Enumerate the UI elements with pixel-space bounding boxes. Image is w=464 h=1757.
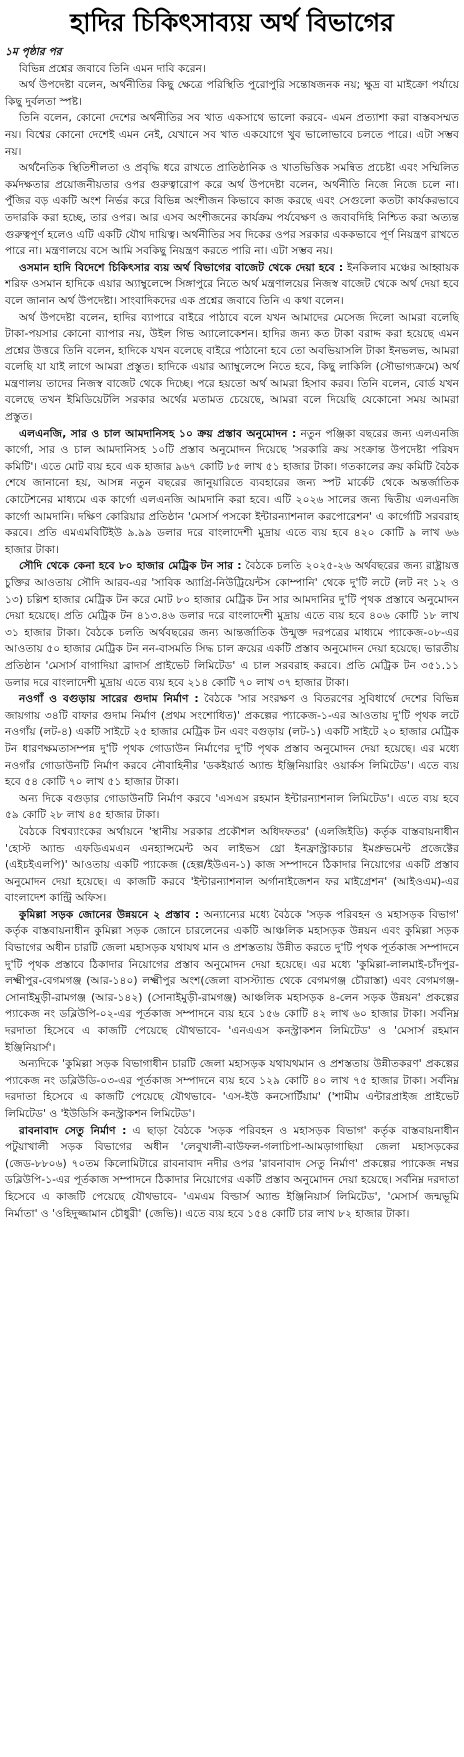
subheading: নওগাঁ ও বগুড়ায় সারের গুদাম নির্মাণ : <box>19 692 199 706</box>
paragraph <box>5 260 459 310</box>
paragraph <box>5 1123 459 1223</box>
paragraph-text: নতুন পঞ্জিকা বছরের জন্য এলএনজি কার্গো, সার ও চাল আমদানিসহ ১০টি প্রস্তাব অনুমোদন দিয়েছে 'সরকারি ক্রয় সংক্রান্ত উপদেষ্টা পরিষদ কমিটি'। এতে মোট ব্যয় হবে এক হাজার ৯৬৭ কোটি ৮৫ লাখ ৫১ হাজার টাকা। গতকালের ক্রয় কমিটি বৈঠক শেষে জানানো হয়, আসন্ন নতুন বছরের জানুয়ারিতে ব্যবহারের জন্য স্পট মার্কেট থেকে অন্তর্জাতিক কোটেশনের মাধ্যমে এক কার্গো এলএনজি আমদানি করা হবে। এটি ২০২৬ সালের জন্য দ্বিতীয় এলএনজি কার্গো আমদানি। দক্ষিণ কোরিয়ার প্রতিষ্ঠান 'মেসার্স পসকো ইন্টারন্যাশনাল করপোরেশন' এ কার্গোটি সরবরাহ করবে। প্রতি এমএমবিটিইউ ৯.৯৯ ডলার দরে বাংলাদেশী মুদ্রায় এতে ব্যয় হবে ৪২০ কোটি ৯ লাখ ৬৬ হাজার টাকা। <box>5 426 459 556</box>
paragraph-text: বৈঠকে 'সার সংরক্ষণ ও বিতরণের সুবিধার্থে দেশের বিভিন্ন জায়গায় ৩৪টি বাফার গুদাম নির্মাণ (প্রথম সংশোধিত)' প্রকল্পের প্যাকেজ-১-এর আওতায় দু'টি পৃথক লটে নওগাঁয় (লট-৪) একটি সাইটে ২৫ হাজার মেট্রিক টন এবং বগুড়ায় (লট-১) একটি সাইটে ২০ হাজার মেট্রিক টন ধারণক্ষমতাসম্পন্ন দু'টি পৃথক গোডাউন নির্মাণের দু'টি পৃথক প্রস্তাব অনুমোদন দেয়া হয়েছে। এর মধ্যে নওগাঁর গোডাউনটি নির্মাণ করবে নৌবাহিনীর 'ডকইয়ার্ড অ্যান্ড ইঞ্জিনিয়ারিং ওয়ার্কস লিমিটেড'। এতে ব্যয় হবে ৫৪ কোটি ৭০ লাখ ৫১ হাজার টাকা। <box>5 692 459 789</box>
subheading: সৌদি থেকে কেনা হবে ৮০ হাজার মেট্রিক টন সার : <box>19 559 242 573</box>
paragraph <box>5 310 459 426</box>
paragraph-text: বিভিন্ন প্রশ্নের জবাবে তিনি এমন দাবি করেন। <box>19 61 206 75</box>
paragraph-list <box>5 61 459 1223</box>
paragraph <box>5 791 459 824</box>
paragraph-text: এ ছাড়া বৈঠকে 'সড়ক পরিবহন ও মহাসড়ক বিভাগ' কর্তৃক বাস্তবায়নাধীন পটুয়াখালী সড়ক বিভাগের অধীন 'লেবুখালী-বাউফল-গলাচিপা-আমড়াগাছিয়া জেলা মহাসড়কের (জেড-৮৮০৬) ৭০তম কিলোমিটারে রাবনাবাদ নদীর ওপর 'রাবনাবাদ সেতু নির্মাণ' প্রকল্পের প্যাকেজ নম্বর ডব্লিউপি-১-এর পূর্তকাজ সম্পাদনে ঠিকাদার নিয়োগের একটি প্রস্তাব অনুমোদন দেয়া হয়েছে। সর্বনিম্ন দরদাতা হিসেবে এ কাজটি পেয়েছে যৌথভাবে- 'এমএম বিল্ডার্স অ্যান্ড ইঞ্জিনিয়ার্স লিমিটেড', 'মেসার্স জন্মভূমি নির্মাতা' ও 'ওহিদুজ্জামান চৌধুরী' (জেভি)। এতে ব্যয় হবে ১৫৪ কোটি চার লাখ ৮২ হাজার টাকা। <box>5 1123 459 1220</box>
paragraph-text: অর্থ উপদেষ্টা বলেন, অর্থনীতির কিছু ক্ষেত্রে পরিস্থিতি পুরোপুরি সন্তোষজনক নয়; ক্ষুদ্র বা মাইক্রো পর্যায়ে কিছু দুর্বলতা স্পষ্ট। <box>5 78 459 108</box>
paragraph-text: ইনকিলাব মঞ্চের আহ্বায়ক শরিফ ওসমান হাদিকে এয়ার অ্যাম্বুলেন্সে সিঙ্গাপুরে নিতে অর্থ মন্ত্রণালয়ের নিজস্ব বাজেট থেকে অর্থ দেয়া হবে বলে জানান অর্থ উপদেষ্টা। সাংবাদিকদের এক প্রশ্নের জবাবে তিনি এ কথা বলেন। <box>5 260 459 307</box>
paragraph <box>5 1056 459 1122</box>
paragraph <box>5 61 459 78</box>
continued-from-line <box>5 44 459 61</box>
paragraph <box>5 426 459 559</box>
subheading: রাবনাবাদ সেতু নির্মাণ : <box>19 1123 127 1137</box>
headline: হাদির চিকিৎসাব্যয় অর্থ বিভাগের <box>70 8 394 37</box>
paragraph-text: অর্থনৈতিক স্থিতিশীলতা ও প্রবৃদ্ধি ধরে রাখতে প্রাতিষ্ঠানিক ও খাতভিত্তিক সমন্বিত প্রচেষ্টা এবং সম্মিলিত কর্মদক্ষতার প্রয়োজনীয়তার ওপর গুরুত্বারোপ করে অর্থ উপদেষ্টা বলেন, অর্থনীতি নিজে নিজে চলে না। পুঁজির বড় একটি অংশ নির্ভর করে বিভিন্ন অংশীজন কিভাবে কাজ করছে এবং সেগুলো কতটা কার্যকরভাবে তদারকি করা হচ্ছে, তার ওপর। আর এসব অংশীজনের কার্যক্রম পর্যবেক্ষণ ও জবাবদিহি নিশ্চিত করা অত্যন্ত গুরুত্বপূর্ণ হলেও এটি একটি যৌথ দায়িত্ব। অর্থনীতির সব দিকের ওপর সরকার এককভাবে পূর্ণ নিয়ন্ত্রণ রাখতে পারে না। মন্ত্রণালয়ে বসে আমি সবকিছু নিয়ন্ত্রণ করতে পারি না। এটা সম্ভব নয়। <box>5 161 459 258</box>
paragraph <box>5 907 459 1056</box>
paragraph-text: বৈঠকে চলতি ২০২৫-২৬ অর্থবছরের জন্য রাষ্ট্রায়ত্ত চুক্তির আওতায় সৌদি আরব-এর 'সাবিক অ্যাগ্রি-নিউট্রিয়েন্টস কোম্পানি' থেকে দু'টি লটে (লট নং ১২ ও ১৩) চল্লিশ হাজার মেট্রিক টন করে মোট ৮০ হাজার মেট্রিক টন সার আমদানির দু'টি পৃথক প্রস্তাবে অনুমোদন দেয়া হয়েছে। প্রতি মেট্রিক টন ৪১৩.৪৬ ডলার দরে বাংলাদেশী মুদ্রায় এতে ব্যয় হবে ৪০৬ কোটি ১৮ লাখ ৩১ হাজার টাকা। বৈঠকে চলতি অর্থবছরের জন্য আন্তর্জাতিক উন্মুক্ত দরপত্রের মাধ্যমে প্যাকেজ-০৮-এর আওতায় ৫০ হাজার মেট্রিক টন নন-বাসমতি সিদ্ধ চাল ক্রয়ের একটি প্রস্তাব অনুমোদন দেয়া হয়েছে। ভারতীয় প্রতিষ্ঠান 'মেসার্স বাগাদিয়া ব্রাদার্স প্রাইভেট লিমিটেড' এ চাল সরবরাহ করবে। প্রতি মেট্রিক টন ৩৫১.১১ ডলার দরে বাংলাদেশী মুদ্রায় এতে ব্যয় হবে ২১৪ কোটি ৭০ লাখ ৩৭ হাজার টাকা। <box>5 559 459 689</box>
paragraph <box>5 110 459 160</box>
paragraph-text: তিনি বলেন, কোনো দেশের অর্থনীতির সব খাত একসাথে ভালো করবে- এমন প্রত্যাশা করা বাস্তবসম্মত নয়। বিশ্বের কোনো দেশেই এমন নেই, যেখানে সব খাত একযোগে খুব ভালোভাবে চলতে পারে। এটা সম্ভব নয়। <box>5 111 459 158</box>
continued-from-label: ১ম পৃষ্ঠার পর <box>5 45 62 58</box>
subheading: এলএনজি, সার ও চাল আমদানিসহ ১০ ক্রয় প্রস্তাব অনুমোদন : <box>19 426 297 440</box>
article-body <box>5 44 459 1222</box>
paragraph <box>5 824 459 907</box>
paragraph-text: অন্য দিকে বগুড়ার গোডাউনটি নির্মাণ করবে 'এসএস রহমান ইন্টারন্যাশনাল লিমিটেড'। এতে ব্যয় হবে ৫৯ কোটি ২৮ লাখ ৪৫ হাজার টাকা। <box>5 791 459 822</box>
subheading: কুমিল্লা সড়ক জোনের উন্নয়নে ২ প্রস্তাব : <box>19 907 200 921</box>
paragraph-text: অন্যান্যের মধ্যে বৈঠকে 'সড়ক পরিবহন ও মহাসড়ক বিভাগ' কর্তৃক বাস্তবায়নাধীন কুমিল্লা সড়ক জোনে চারলেনের একটি আঞ্চলিক মহাসড়ক উন্নয়ন এবং কুমিল্লা সড়ক বিভাগের অধীন চারটি জেলা মহাসড়ক যথাযথ মান ও প্রশস্ততায় উন্নীত করতে দু'টি পৃথক পূর্তকাজ সম্পাদনে দু'টি পৃথক প্রস্তাবে ঠিকাদার নিয়োগের প্রস্তাব অনুমোদন দেয়া হয়েছে। এর মধ্যে 'কুমিল্লা-লালমাই-চাঁদপুর-লক্ষ্মীপুর-বেগমগঞ্জ (আর-১৪০) লক্ষ্মীপুর অংশ(জেলা বাসস্ট্যান্ড থেকে বেগমগঞ্জ চৌরাস্তা) এবং বেগমগঞ্জ-সোনাইমুড়ী-রামগঞ্জ (আর-১৪২) (সোনাইমুড়ী-রামগঞ্জ) আঞ্চলিক মহাসড়ক ৪-লেন সড়ক উন্নয়ন' প্রকল্পের প্যাকেজ নং ডব্লিউপি-০২-এর পূর্তকাজ সম্পাদনে ব্যয় হবে ১৫৬ কোটি ৪২ লাখ ৬০ হাজার টাকা। সর্বনিম্ন দরদাতা হিসেবে এ কাজটি পেয়েছে যৌথভাবে- 'এনএএস কনস্ট্রাকশন লিমিটেড' ও 'মেসার্স রহমান ইঞ্জিনিয়ার্স'। <box>5 907 459 1054</box>
paragraph <box>5 77 459 110</box>
paragraph <box>5 160 459 260</box>
paragraph-text: বৈঠকে বিশ্বব্যাংকের অর্থায়নে 'স্থানীয় সরকার প্রকৌশল অধিদফতর' (এলজিইডি) কর্তৃক বাস্তবায়নাধীন 'হোস্ট অ্যান্ড এফডিএমএন এনহ্যান্সমেন্ট অব লাইভস থ্রো ইনফ্রাস্ট্রাকচার ইমপ্রুভমেন্ট প্রজেক্টের (এইচইএলপি)' আওতায় একটি প্যাকেজ (হেল্প/ইউএন-১) কাজ সম্পাদনে ঠিকাদার নিয়োগের একটি প্রস্তাব অনুমোদন দেয়া হয়েছে। এ কাজটি করবে 'ইন্টারন্যাশনাল অর্গানাইজেশন ফর মাইগ্রেশন' (আইওএম)-এর বাংলাদেশ কান্ট্রি অফিস। <box>5 824 459 905</box>
paragraph <box>5 558 459 691</box>
paragraph-text: অন্যদিকে 'কুমিল্লা সড়ক বিভাগাধীন চারটি জেলা মহাসড়ক যথাযথমান ও প্রশস্ততায় উন্নীতকরণ' প্রকল্পের প্যাকেজ নং ডব্লিউডি-০৩-এর পূর্তকাজ সম্পাদনে ব্যয় হবে ১২৯ কোটি ৪০ লাখ ৭৫ হাজার টাকা। সর্বনিম্ন দরদাতা হিসেবে এ কাজটি পেয়েছে যৌথভাবে- 'এস-ইউ কনসোর্টিয়াম' ('শামীম এন্টারপ্রাইজ প্রাইভেট লিমিটেড' ও 'ইউডিসি কনস্ট্রাকশন লিমিটেড'। <box>5 1057 459 1120</box>
paragraph-text: অর্থ উপদেষ্টা বলেন, হাদির ব্যাপারে বাইরে পাঠাবে বলে যখন আমাদের মেসেজ দিলো আমরা বলেছি টাকা-পয়সার কোনো ব্যাপার নয়, উইল গিভ অ্যালোকেশন। হাদির জন্য কত টাকা বরাদ্দ করা হয়েছে এমন প্রশ্নের উত্তরে তিনি বলেন, হাদিকে যখন বলেছে বাইরে পাঠানো হবে তো অবভিয়াসলি টাকা ইনভলভ, আমরা বলেছি যা যাই লাগে আমরা প্রস্তুত। হাদিকে এয়ার অ্যাম্বুলেন্সে নিতে হবে, কিছু লাকিলি (সৌভাগ্যক্রমে) অর্থ মন্ত্রণালয় তাদের নিজস্ব বাজেট থেকে দিচ্ছে। পরে হয়তো অর্থ আমরা হিসাব করব। তিনি বলেন, বোর্ড যখন বলেছে তখন ইমিডিয়েটলি সরকার অর্থের মতামত চেয়েছে, আমরা বলে দিয়েছি যেকোনো সময় আমরা প্রস্তুত। <box>5 310 459 424</box>
paragraph <box>5 691 459 791</box>
subheading: ওসমান হাদি বিদেশে চিকিৎসার ব্যয় অর্থ বিভাগের বাজেট থেকে দেয়া হবে : <box>19 260 344 274</box>
